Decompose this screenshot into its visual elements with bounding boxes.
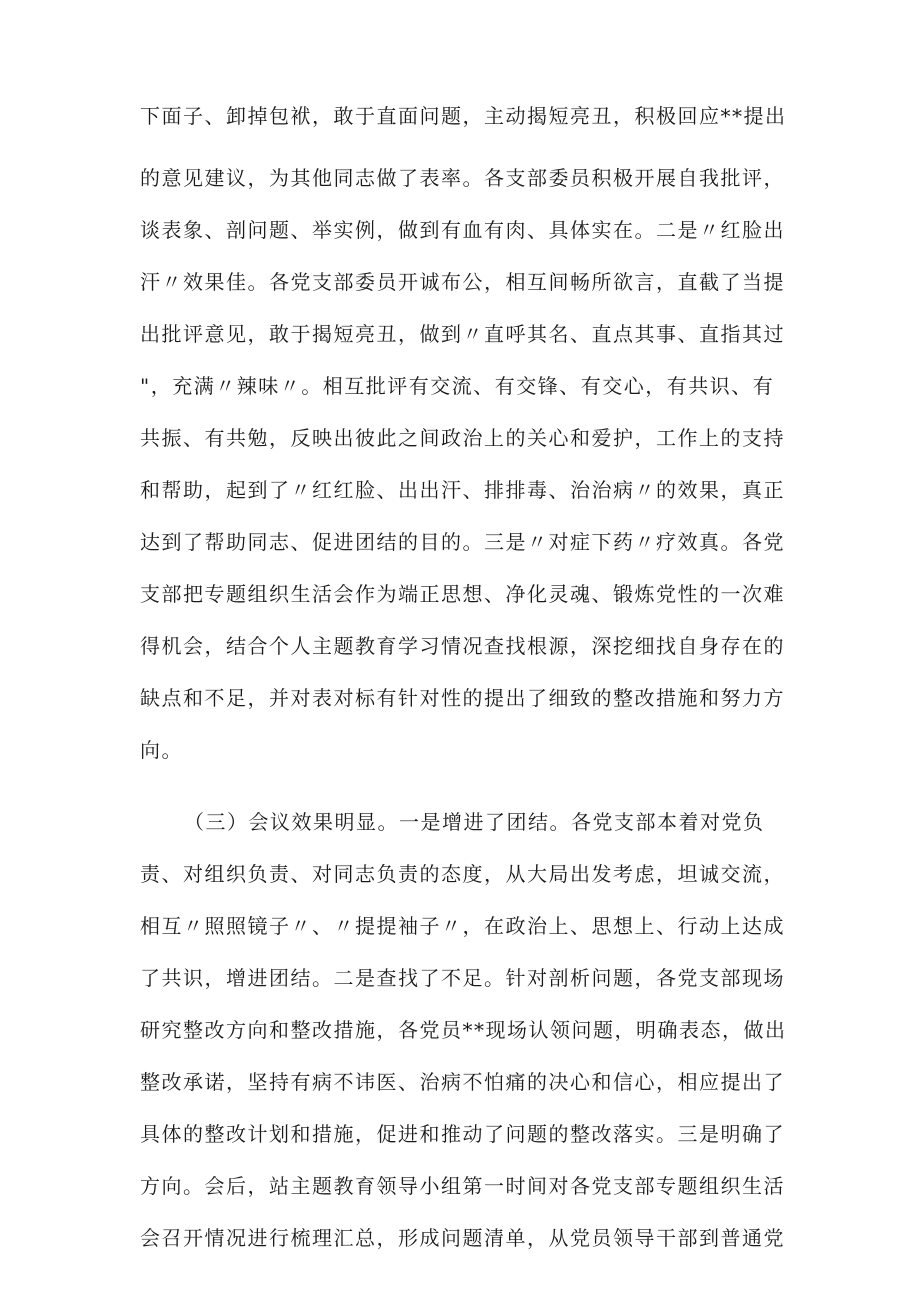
paragraph-2-line: 研究整改方向和整改措施，各党员**现场认领问题，明确表态，做出 [140,1018,787,1042]
paragraph-1-line: 得机会，结合个人主题教育学习情况查找根源，深挖细找自身存在的 [140,634,785,658]
paragraph-2-line: 相互〃照照镜子〃、〃提提袖子〃，在政治上、思想上、行动上达成 [140,914,785,938]
paragraph-2-line: 方向。会后，站主题教育领导小组第一时间对各党支部专题组织生活 [140,1174,785,1198]
paragraph-1-line: 缺点和不足，并对表对标有针对性的提出了细致的整改措施和努力方 [140,686,785,710]
paragraph-2-line: 整改承诺，坚持有病不讳医、治病不怕痛的决心和信心，相应提出了 [140,1070,785,1094]
paragraph-1-line: 共振、有共勉，反映出彼此之间政治上的关心和爱护，工作上的支持 [140,426,785,450]
paragraph-1-line: 支部把专题组织生活会作为端正思想、净化灵魂、锻炼党性的一次难 [140,582,785,606]
paragraph-1-line: 谈表象、剖问题、举实例，做到有血有肉、具体实在。二是〃红脸出 [140,218,785,242]
paragraph-1-line: 和帮助，起到了〃红红脸、出出汗、排排毒、治治病〃的效果，真正 [140,478,785,502]
paragraph-2-line: （三）会议效果明显。一是增进了团结。各党支部本着对党负 [184,810,765,834]
paragraph-1-line: 下面子、卸掉包袱，敢于直面问题，主动揭短亮丑，积极回应**提出 [140,104,787,128]
paragraph-2-line: 会召开情况进行梳理汇总，形成问题清单，从党员领导干部到普通党 [140,1226,785,1250]
paragraph-1-line: 的意见建议，为其他同志做了表率。各支部委员积极开展自我批评， [140,166,785,190]
paragraph-2-line: 具体的整改计划和措施，促进和推动了问题的整改落实。三是明确了 [140,1122,785,1146]
paragraph-2-line: 了共识，增进团结。二是查找了不足。针对剖析问题，各党支部现场 [140,966,785,990]
paragraph-1-line: "，充满〃辣味〃。相互批评有交流、有交锋、有交心，有共识、有 [140,374,775,398]
paragraph-1-line: 达到了帮助同志、促进团结的目的。三是〃对症下药〃疗效真。各党 [140,530,785,554]
paragraph-1-line: 向。 [140,738,183,762]
paragraph-2-line: 责、对组织负责、对同志负责的态度，从大局出发考虑，坦诚交流， [140,862,785,886]
paragraph-1-line: 汗〃效果佳。各党支部委员开诚布公，相互间畅所欲言，直截了当提 [140,270,785,294]
paragraph-1-line: 出批评意见，敢于揭短亮丑，做到〃直呼其名、直点其事、直指其过 [140,322,785,346]
